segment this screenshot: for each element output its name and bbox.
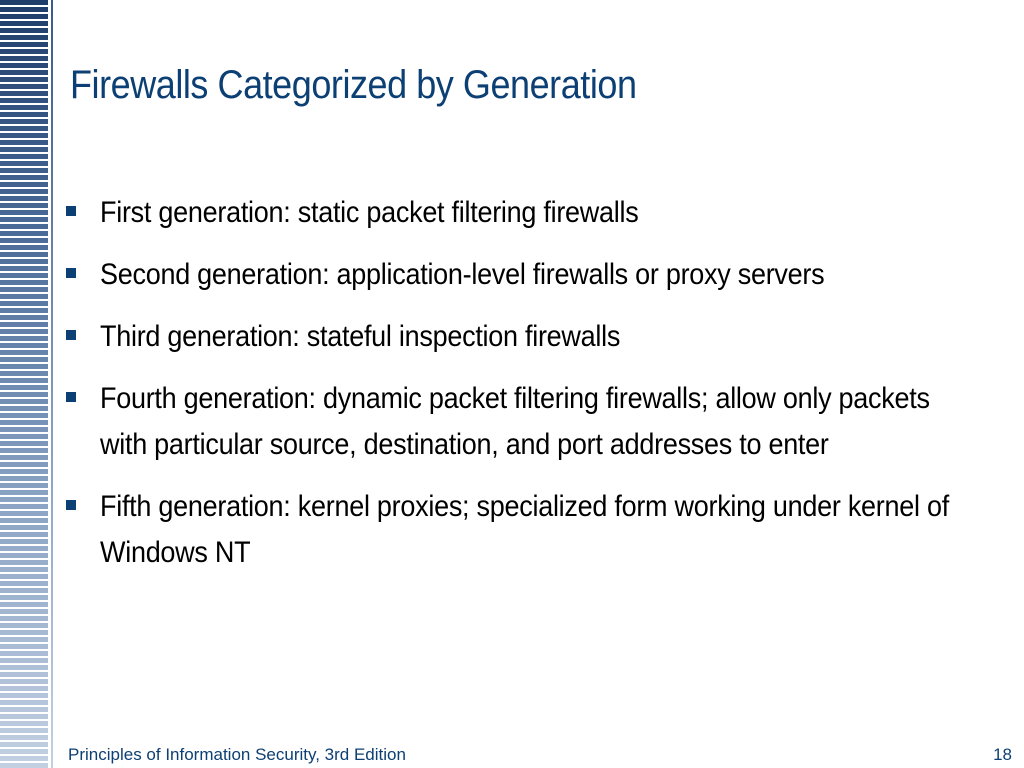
bullet-text: Third generation: stateful inspection firewalls bbox=[100, 320, 621, 353]
square-bullet-icon bbox=[66, 392, 76, 402]
square-bullet-icon bbox=[66, 500, 76, 510]
bullet-text: Fourth generation: dynamic packet filtering firewalls; allow only packets with particular source, destination, and port addresses to enter bbox=[100, 382, 930, 461]
bullet-item bbox=[64, 376, 984, 468]
footer-book-title: Principles of Information Security, 3rd Edition bbox=[68, 745, 406, 764]
bullet-list bbox=[64, 190, 984, 592]
square-bullet-icon bbox=[66, 206, 76, 216]
square-bullet-icon bbox=[66, 330, 76, 340]
bullet-item bbox=[64, 484, 984, 576]
slide-title: Firewalls Categorized by Generation bbox=[70, 63, 637, 107]
page-number: 18 bbox=[993, 745, 1012, 764]
bullet-text: Second generation: application-level firewalls or proxy servers bbox=[100, 258, 825, 291]
bullet-item bbox=[64, 252, 984, 298]
bullet-item bbox=[64, 190, 984, 236]
striped-side-bar-decoration bbox=[0, 0, 48, 768]
bullet-item bbox=[64, 314, 984, 360]
bullet-text: Fifth generation: kernel proxies; specialized form working under kernel of Windows NT bbox=[100, 490, 949, 569]
side-divider-line bbox=[51, 0, 53, 768]
bullet-text: First generation: static packet filtering firewalls bbox=[100, 196, 639, 229]
square-bullet-icon bbox=[66, 268, 76, 278]
